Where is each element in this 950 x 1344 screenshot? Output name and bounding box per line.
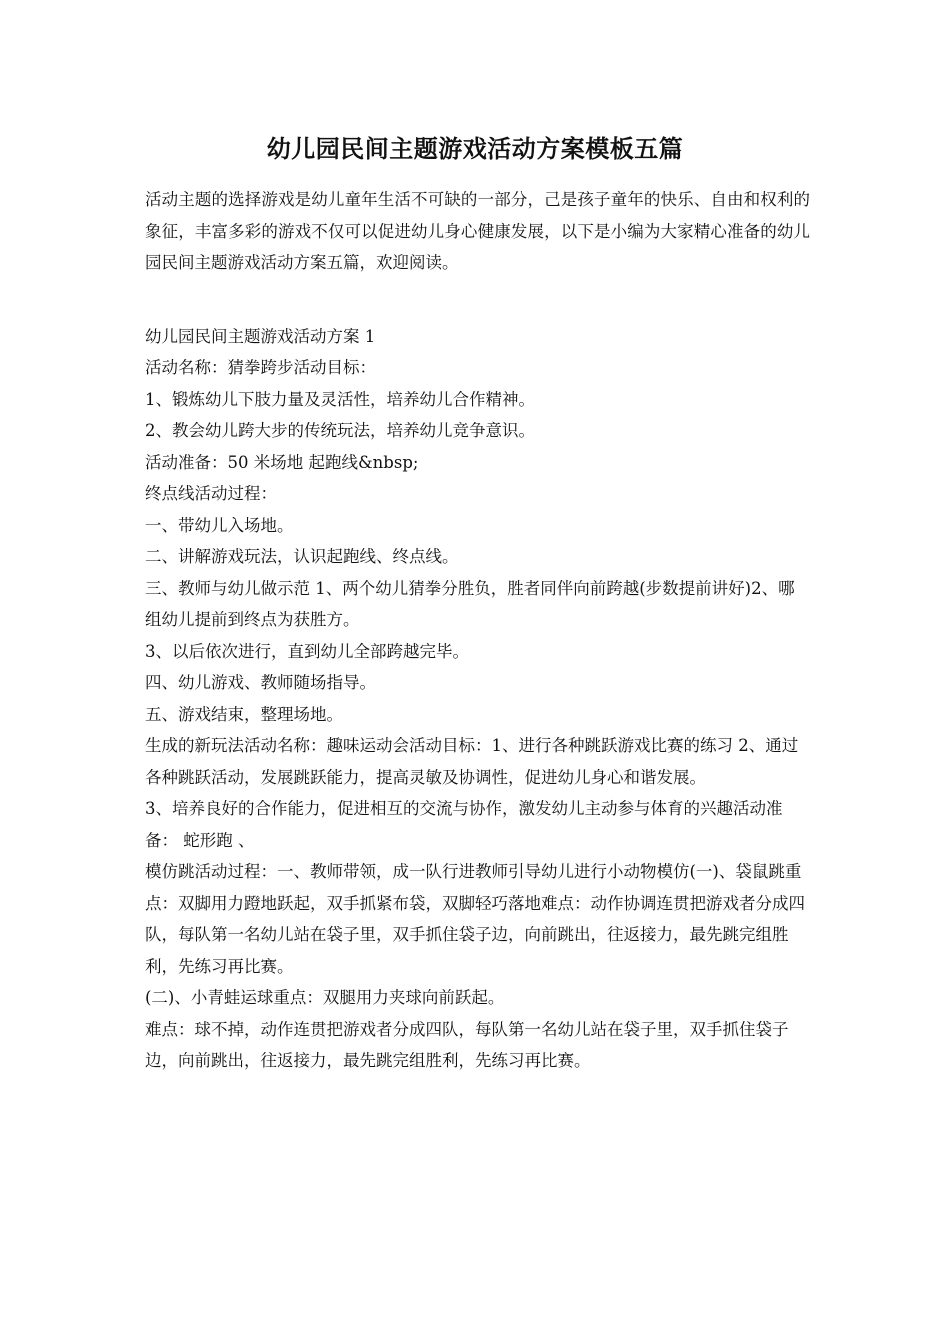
paragraph: 四、幼儿游戏、教师随场指导。 [145,673,376,692]
paragraph: 一、带幼儿入场地。 [145,515,294,535]
paragraph: 终点线活动过程： [145,484,277,503]
section-heading: 幼儿园民间主题游戏活动方案 1 [145,326,376,346]
document-body [145,184,810,1077]
paragraph: 二、讲解游戏玩法，认识起跑线、终点线。 [145,547,459,566]
paragraph: 2、教会幼儿跨大步的传统玩法，培养幼儿竞争意识。 [145,421,535,440]
paragraph: 生成的新玩法活动名称：趣味运动会活动目标：1、进行各种跳跃游戏比赛的练习 2、通过各种跳跃活动，发展跳跃能力，提高灵敏及协调性，促进幼儿身心和谐发展。 [145,736,799,787]
paragraph: 难点：球不掉，动作连贯把游戏者分成四队，每队第一名幼儿站在袋子里，双手抓住袋子边，向前跳出，往返接力，最先跳完组胜利，先练习再比赛。 [145,1019,789,1070]
intro-paragraph: 活动主题的选择游戏是幼儿童年生活不可缺的一部分，己是孩子童年的快乐、自由和权利的象征，丰富多彩的游戏不仅可以促进幼儿身心健康发展，以下是小编为大家精心准备的幼儿园民间主题游戏活动方案五篇，欢迎阅读。 [145,190,810,272]
paragraph: 3、培养良好的合作能力，促进相互的交流与协作，激发幼儿主动参与体育的兴趣活动准备： 蛇形跑 、 [145,799,783,850]
paragraph: 3、以后依次进行，直到幼儿全部跨越完毕。 [145,641,469,661]
paragraph: 活动名称：猜拳跨步活动目标： [145,358,376,377]
paragraph-gap [145,279,810,321]
paragraph: 活动准备：50 米场地 起跑线&nbsp; [145,452,419,472]
paragraph: 五、游戏结束，整理场地。 [145,704,343,724]
paragraph: 模仿跳活动过程：一、教师带领，成一队行进教师引导幼儿进行小动物模仿(一)、袋鼠跳重点：双脚用力蹬地跃起，双手抓紧布袋，双脚轻巧落地难点：动作协调连贯把游戏者分成四队，每队第一名幼儿站在袋子里，双手抓住袋子边，向前跳出，往返接力，最先跳完组胜利，先练习再比赛。 [145,862,805,976]
paragraph: 1、锻炼幼儿下肢力量及灵活性，培养幼儿合作精神。 [145,389,535,409]
paragraph: (二)、小青蛙运球重点：双腿用力夹球向前跃起。 [145,988,505,1007]
paragraph: 三、教师与幼儿做示范 1、两个幼儿猜拳分胜负，胜者同伴向前跨越(步数提前讲好)2、哪组幼儿提前到终点为获胜方。 [145,578,795,629]
document-title: 幼儿园民间主题游戏活动方案模板五篇 [266,134,684,163]
